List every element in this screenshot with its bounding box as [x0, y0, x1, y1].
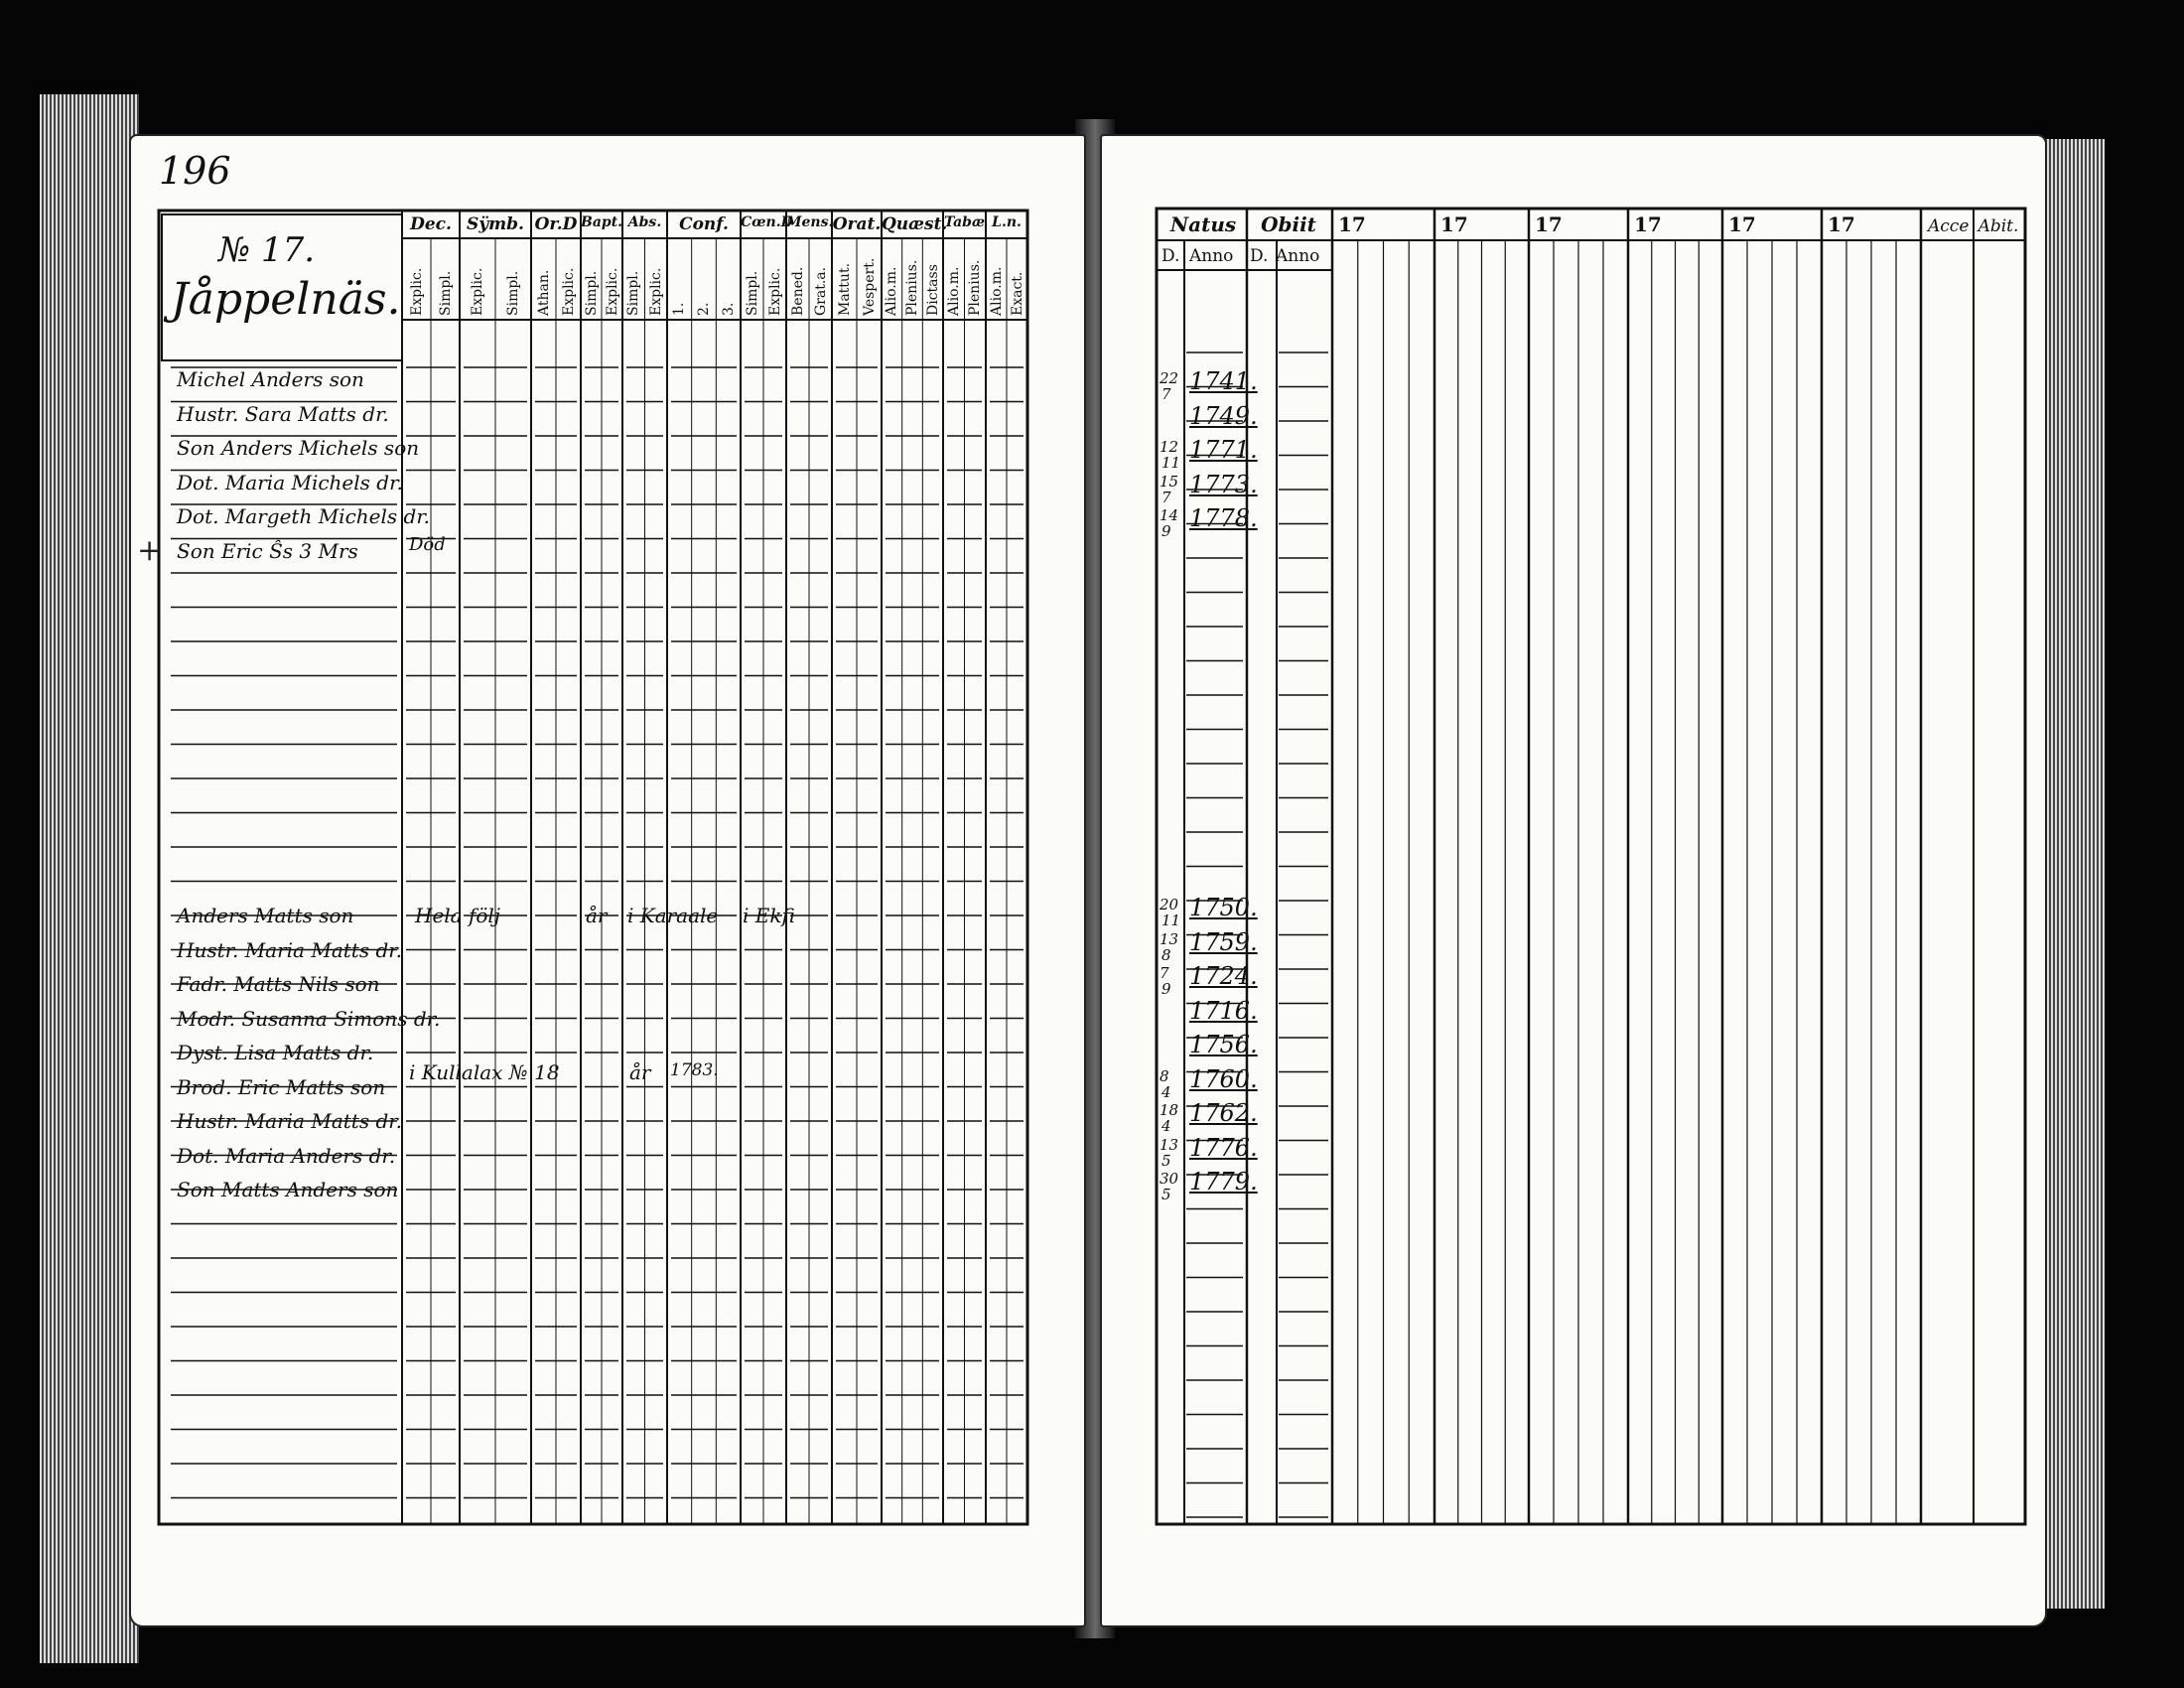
column-subheader: 2.	[696, 302, 712, 316]
death-note: Död	[409, 534, 446, 555]
column-subheader: Bened.	[789, 266, 806, 316]
birth-year: 1779.	[1189, 1168, 1258, 1196]
birth-month: 8	[1161, 945, 1171, 964]
page-number: 196	[159, 149, 231, 193]
column-header: Tabæ	[944, 214, 985, 230]
household-member-name: Son Anders Michels son	[177, 436, 420, 460]
birth-year: 1759.	[1189, 927, 1258, 956]
moved-note-1: Hela följ	[415, 904, 500, 927]
birth-day: 12	[1160, 438, 1179, 456]
birth-day: 20	[1160, 896, 1179, 914]
moved-note-4: i Ekfi	[743, 904, 795, 927]
birth-year: 1716.	[1189, 996, 1258, 1025]
household-member-name: Hustr. Maria Matts dr.	[177, 937, 402, 962]
birth-month: 5	[1161, 1151, 1171, 1170]
birth-day: 18	[1160, 1101, 1179, 1119]
column-subheader: Explic.	[560, 267, 577, 316]
moved-note-2: år	[586, 904, 608, 927]
accessit-header: Acce	[1928, 216, 1970, 236]
cross-mark: +	[137, 533, 163, 568]
birth-year: 1760.	[1189, 1064, 1258, 1093]
natus-day-header: D.	[1161, 246, 1180, 266]
obiit-day-header: D.	[1250, 246, 1269, 266]
birth-day: 15	[1160, 472, 1179, 491]
column-subheader: Simpl.	[744, 270, 760, 316]
birth-day: 22	[1160, 369, 1179, 387]
year-column-header: 17	[1338, 212, 1366, 236]
birth-year: 1756.	[1189, 1031, 1258, 1058]
birth-month: 7	[1161, 488, 1171, 506]
household-member-name: Dyst. Lisa Matts dr.	[177, 1041, 374, 1064]
birth-day: 7	[1160, 964, 1169, 982]
household-member-name: Son Matts Anders son	[177, 1178, 399, 1201]
column-subheader: 1.	[671, 302, 688, 316]
birth-month: 4	[1161, 1117, 1171, 1135]
column-subheader: Explic.	[604, 267, 620, 316]
birth-day: 13	[1160, 929, 1179, 948]
household-member-name: Dot. Maria Michels dr.	[177, 470, 403, 494]
birth-year: 1750.	[1189, 894, 1258, 921]
moved-note-5: i Kullalax № 18	[409, 1060, 560, 1084]
column-subheader: Exact.	[1009, 271, 1025, 316]
moved-note-7: 1783.	[670, 1060, 719, 1080]
column-subheader: Grat.a.	[812, 266, 829, 316]
household-member-name: Son Eric Ŝs 3 Mrs	[177, 538, 358, 563]
birth-year: 1749.	[1189, 401, 1258, 430]
natus-anno-header: Anno	[1189, 246, 1234, 266]
column-subheader: Vespert.	[861, 257, 878, 316]
birth-month: 9	[1161, 522, 1171, 540]
column-subheader: Explic.	[766, 267, 783, 316]
column-header: Sÿmb.	[467, 214, 524, 234]
year-column-header: 17	[1728, 212, 1756, 236]
birth-year: 1741.	[1189, 367, 1258, 395]
birth-month: 7	[1161, 385, 1171, 403]
column-subheader: Simpl.	[583, 270, 600, 316]
birth-month: 5	[1161, 1186, 1171, 1203]
column-header: Mens.	[786, 214, 834, 230]
birth-day: 13	[1160, 1135, 1179, 1154]
column-header: Abs.	[627, 214, 662, 230]
column-subheader: Dictass	[924, 264, 941, 316]
column-subheader: Plenius.	[967, 259, 984, 316]
column-subheader: Explic.	[408, 267, 425, 316]
birth-day: 30	[1160, 1170, 1179, 1188]
column-header: Dec.	[410, 214, 452, 234]
household-member-name: Fadr. Matts Nils son	[177, 972, 380, 996]
birth-year: 1778.	[1189, 504, 1258, 532]
household-member-name: Hustr. Sara Matts dr.	[177, 401, 389, 426]
farm-name: Jåppelnäs.	[171, 274, 401, 325]
birth-month: 9	[1161, 980, 1171, 998]
column-subheader: Mattut.	[836, 262, 853, 316]
year-column-header: 17	[1440, 212, 1468, 236]
column-header: Cœn.D	[741, 214, 793, 230]
birth-year: 1762.	[1189, 1099, 1258, 1127]
abiit-header: Abit.	[1978, 216, 2019, 236]
household-member-name: Dot. Maria Anders dr.	[177, 1143, 396, 1168]
household-member-name: Modr. Susanna Simons dr.	[177, 1006, 441, 1031]
column-header: Orat.	[832, 214, 882, 234]
column-subheader: Athan.	[535, 269, 552, 316]
birth-year: 1724.	[1189, 962, 1258, 990]
household-member-name: Michel Anders son	[177, 367, 364, 391]
natus-header: Natus	[1169, 212, 1237, 236]
household-member-name: Anders Matts son	[177, 904, 354, 927]
year-column-header: 17	[1634, 212, 1662, 236]
birth-month: 11	[1161, 454, 1181, 472]
column-subheader: Simpl.	[505, 270, 521, 316]
obiit-header: Obiit	[1261, 212, 1316, 236]
year-column-header: 17	[1535, 212, 1563, 236]
birth-year: 1771.	[1189, 436, 1258, 464]
column-subheader: Simpl.	[437, 270, 454, 316]
year-column-header: 17	[1828, 212, 1855, 236]
moved-note-3: i Karaale	[627, 904, 719, 927]
column-header: Bapt.	[581, 214, 623, 230]
moved-note-6: år	[629, 1060, 651, 1084]
column-header: Quæst.	[882, 214, 948, 234]
column-header: Conf.	[679, 214, 729, 234]
column-header: Or.D	[534, 214, 578, 234]
obiit-anno-header: Anno	[1276, 246, 1320, 266]
household-member-name: Brod. Eric Matts son	[177, 1074, 386, 1099]
column-subheader: Alio.m.	[988, 266, 1005, 316]
birth-day: 14	[1160, 506, 1179, 524]
column-subheader: Plenius.	[904, 259, 920, 316]
birth-year: 1773.	[1189, 470, 1258, 498]
birth-day: 8	[1160, 1066, 1169, 1085]
column-subheader: Alio.m.	[945, 266, 962, 316]
column-header: L.n.	[992, 214, 1022, 230]
column-subheader: Alio.m.	[884, 266, 900, 316]
column-subheader: Explic.	[470, 267, 485, 316]
household-number: № 17.	[218, 230, 316, 270]
birth-month: 11	[1161, 912, 1181, 929]
birth-month: 4	[1161, 1082, 1171, 1101]
household-member-name: Dot. Margeth Michels dr.	[177, 504, 431, 528]
column-subheader: Explic.	[647, 267, 664, 316]
column-subheader: Simpl.	[625, 270, 642, 316]
birth-year: 1776.	[1189, 1133, 1258, 1162]
household-member-name: Hustr. Maria Matts dr.	[177, 1109, 402, 1133]
column-subheader: 3.	[720, 302, 737, 316]
